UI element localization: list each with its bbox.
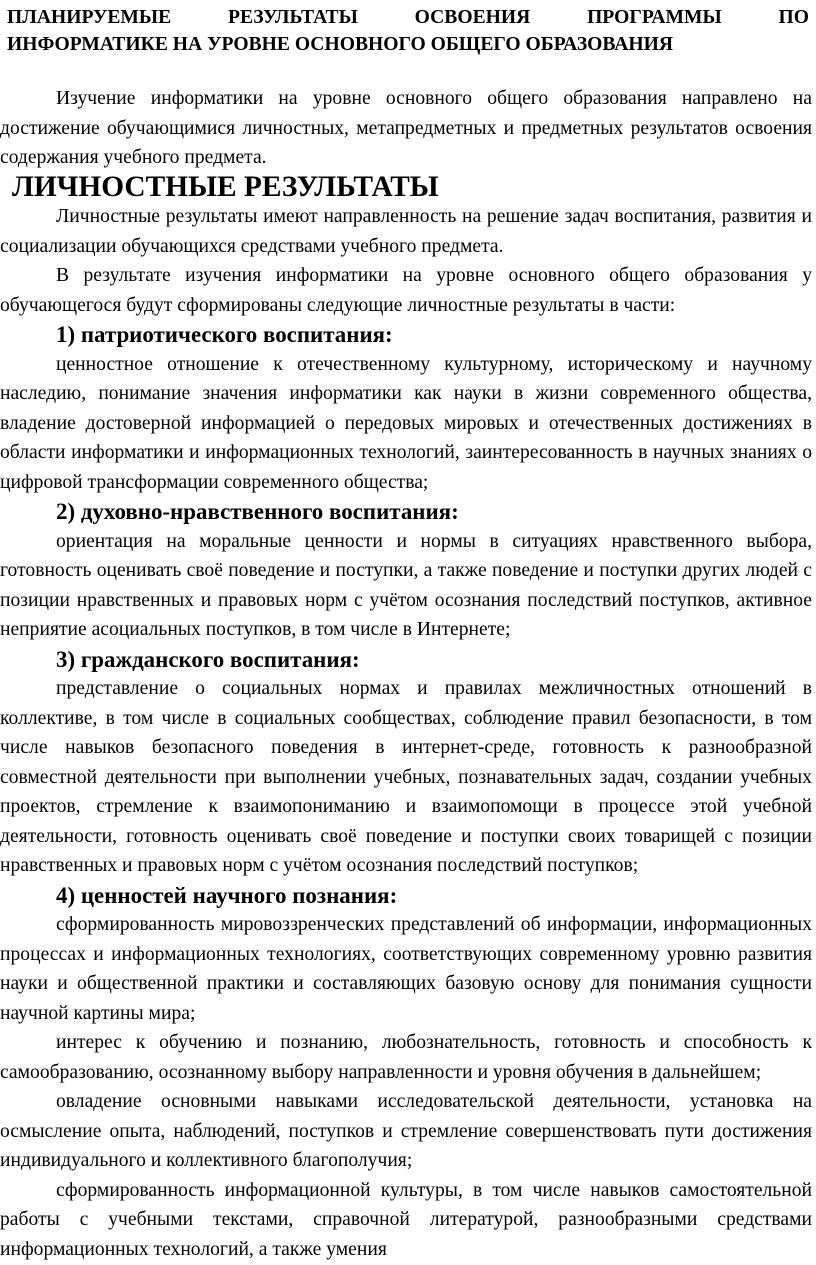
civic-paragraph: представление о социальных нормах и правилах межличностных отношений в коллективе, в том числе в социальных сообществах, соблюдение правил безопасности, в том числе навыков безопасного поведения в интернет-среде, готовность к разнообразной совместной деятельности при выполнении учебных, познавательных задач, создании учебных проектов, стремление к взаимопониманию и взаимопомощи в процессе этой учебной деятельности, готовность оценивать своё поведение и поступки своих товарищей с позиции нравственных и правовых норм с учётом осознания последствий поступков; — [0, 678, 812, 876]
title-line-1: ПЛАНИРУЕМЫЕ РЕЗУЛЬТАТЫ ОСВОЕНИЯ ПРОГРАММЫ ПО — [7, 7, 809, 28]
section-paragraph-2: В результате изучения информатики на уровне основного общего образования у обучающегося будут сформированы следующие личностные результаты в части: — [0, 265, 812, 316]
patriotic-paragraph: ценностное отношение к отечественному культурному, историческому и научному наследию, понимание значения информатики как науки в жизни современного общества, владение достоверной информацией о передовых мировых и отечественных достижениях в области информатики и информационных технологий, заинтересованность в научных знаниях о цифровой трансформации современного общества; — [0, 353, 812, 493]
scientific-paragraph-2: интерес к обучению и познанию, любознательность, готовность и способность к самообразованию, осознанному выбору направленности и уровня обучения в дальнейшем; — [0, 1032, 812, 1083]
document-title — [0, 0, 816, 58]
scientific-paragraph-1: сформированность мировоззренческих представлений об информации, информационных процессах и информационных технологиях, соответствующих современному уровню развития науки и общественной практики и составляющих базовую основу для понимания сущности научной картины мира; — [0, 914, 812, 1024]
intro-paragraph: Изучение информатики на уровне основного общего образования направлено на достижение обучающимися личностных, метапредметных и предметных результатов освоения содержания учебного предмета. — [0, 88, 812, 168]
section-heading-personal-results: ЛИЧНОСТНЫЕ РЕЗУЛЬТАТЫ — [12, 170, 439, 203]
subheading-spiritual-moral: 2) духовно-нравственного воспитания: — [56, 499, 459, 524]
subheading-civic: 3) гражданского воспитания: — [56, 646, 360, 672]
scientific-paragraph-3: овладение основными навыками исследовательской деятельности, установка на осмысление опыта, наблюдений, поступков и стремление совершенствовать пути достижения индивидуального и коллективного благополучия; — [0, 1091, 812, 1171]
section-paragraph-1: Личностные результаты имеют направленность на решение задач воспитания, развития и социализации обучающихся средствами учебного предмета. — [0, 206, 812, 257]
subheading-scientific: 4) ценностей научного познания: — [56, 882, 398, 908]
subheading-patriotic: 1) патриотического воспитания: — [56, 322, 393, 347]
spiritual-moral-paragraph: ориентация на моральные ценности и нормы в ситуациях нравственного выбора, готовность оценивать своё поведение и поступки, а также поведение и поступки других людей с позиции нравственных и правовых норм с учётом осознания последствий поступков, активное неприятие асоциальных поступков, в том числе в Интернете; — [0, 530, 812, 640]
title-line-2: ИНФОРМАТИКЕ НА УРОВНЕ ОСНОВНОГО ОБЩЕГО ОБРАЗОВАНИЯ — [7, 34, 674, 55]
scientific-paragraph-4: сформированность информационной культуры, в том числе навыков самостоятельной работы с учебными текстами, справочной литературой, разнообразными средствами информационных технологий, а также умения — [0, 1179, 812, 1260]
